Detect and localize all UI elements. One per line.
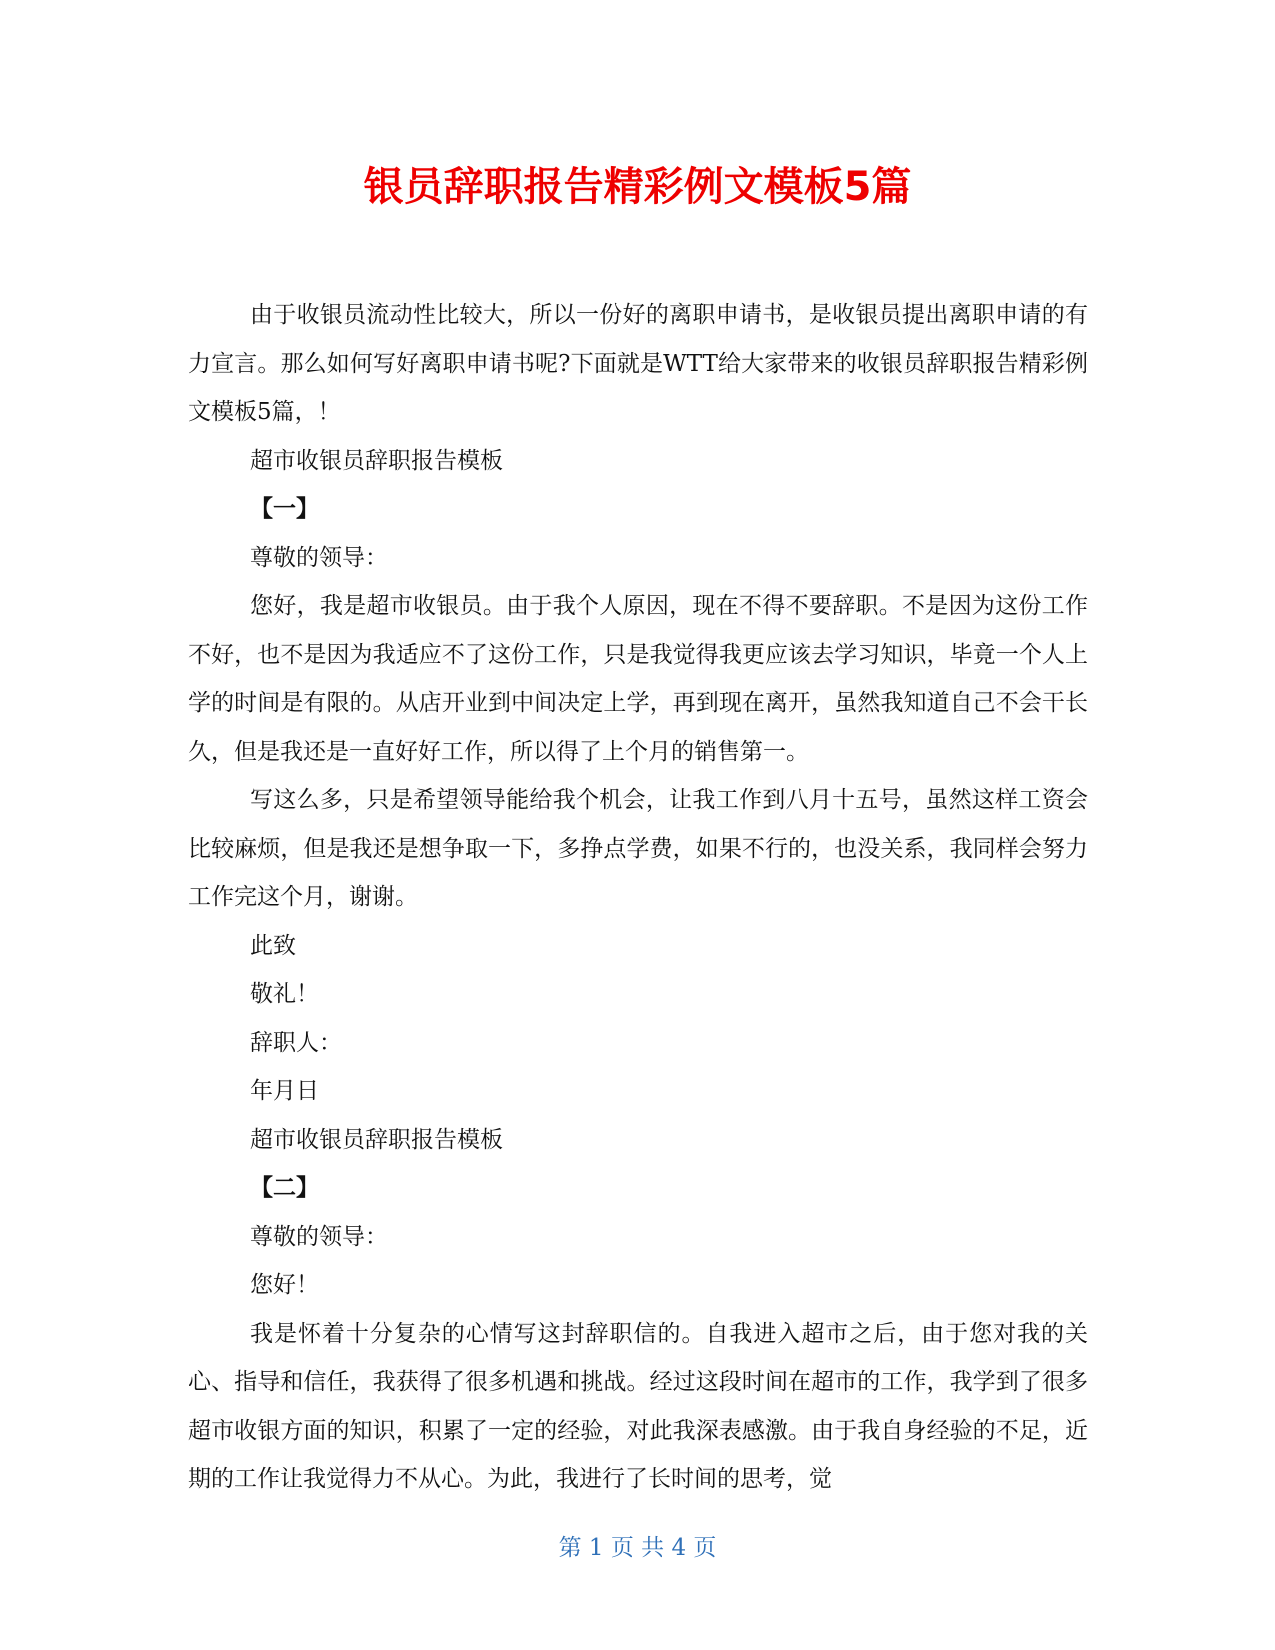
salutation: 尊敬的领导：	[250, 1223, 388, 1250]
document-body	[188, 291, 1088, 1504]
body-paragraph: 您好，我是超市收银员。由于我个人原因，现在不得不要辞职。不是因为这份工作不好，也不是因为我适应不了这份工作，只是我觉得我更应该去学习知识，毕竟一个人上学的时间是有限的。从店开业到中间决定上学，再到现在离开，虽然我知道自己不会干长久，但是我还是一直好好工作，所以得了上个月的销售第一。	[188, 593, 1088, 765]
body-paragraph: 我是怀着十分复杂的心情写这封辞职信的。自我进入超市之后，由于您对我的关心、指导和信任，我获得了很多机遇和挑战。经过这段时间在超市的工作，我学到了很多超市收银方面的知识，积累了一定的经验，对此我深表感激。由于我自身经验的不足，近期的工作让我觉得力不从心。为此，我进行了长时间的思考，觉	[188, 1320, 1088, 1492]
closing-line: 此致	[250, 932, 296, 959]
page-footer: 第 1 页 共 4 页	[558, 1535, 717, 1561]
section-heading: 超市收银员辞职报告模板	[250, 1126, 503, 1153]
salutation: 尊敬的领导：	[250, 544, 388, 571]
closing-line: 敬礼！	[250, 981, 319, 1007]
date-line: 年月日	[250, 1078, 319, 1104]
signature-line: 辞职人：	[250, 1029, 342, 1056]
document-title: 银员辞职报告精彩例文模板5篇	[363, 164, 912, 210]
section-number: 【二】	[250, 1174, 319, 1201]
body-paragraph: 写这么多，只是希望领导能给我个机会，让我工作到八月十五号，虽然这样工资会比较麻烦，但是我还是想争取一下，多挣点学费，如果不行的，也没关系，我同样会努力工作完这个月，谢谢。	[188, 787, 1088, 910]
greeting: 您好！	[250, 1272, 319, 1298]
intro-paragraph: 由于收银员流动性比较大，所以一份好的离职申请书，是收银员提出离职申请的有力宣言。那么如何写好离职申请书呢?下面就是WTT给大家带来的收银员辞职报告精彩例文模板5篇，！	[188, 302, 1088, 425]
section-number: 【一】	[250, 495, 319, 522]
section-heading: 超市收银员辞职报告模板	[250, 447, 503, 474]
